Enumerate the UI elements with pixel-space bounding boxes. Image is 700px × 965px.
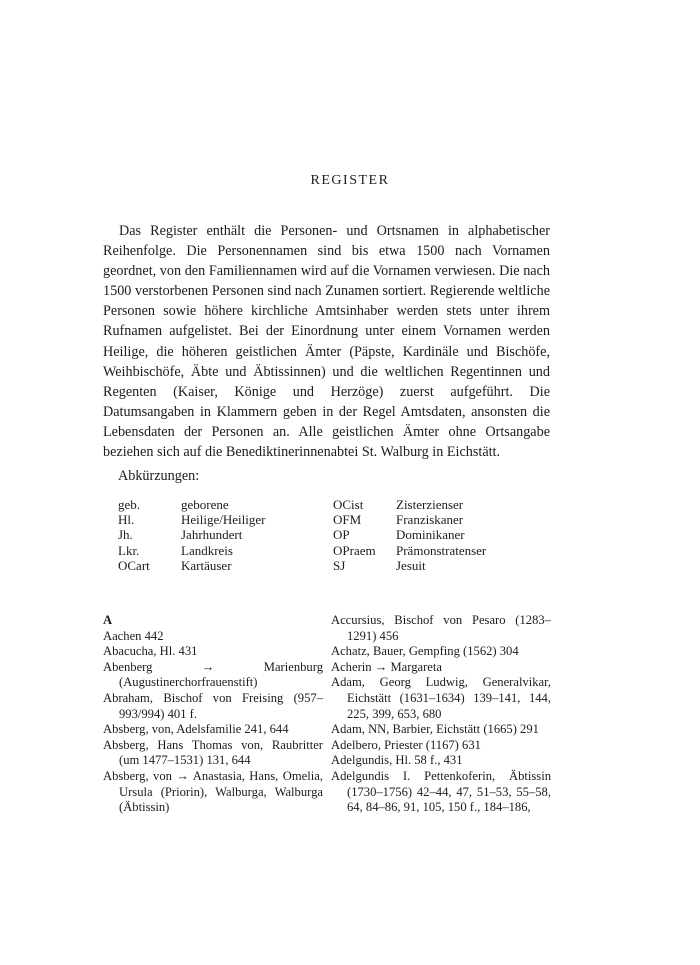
index-entry: Absberg, von, Adelsfamilie 241, 644: [103, 722, 289, 737]
index-entry: Accursius, Bischof von Pesaro (1283–1291) 456: [331, 613, 551, 643]
index-entry: Absberg, Hans Thomas von, Raubritter (um 1477–1531) 131, 644: [103, 737, 323, 768]
index-entry: Achatz, Bauer, Gempfing (1562) 304: [331, 644, 519, 659]
abbreviation-row: [118, 527, 518, 542]
abbreviation-meaning: Kartäuser: [181, 557, 232, 573]
abbreviation: OFM: [333, 512, 362, 528]
abbreviation: Hl.: [118, 512, 135, 528]
abbreviation: geb.: [118, 497, 141, 512]
index-entry: Adelgundis, Hl. 58 f., 431: [331, 753, 463, 768]
index-entry: Abenberg → Marienburg (Augustinerchorfrauenstift): [103, 659, 323, 690]
index-entry: Abacucha, Hl. 431: [103, 644, 198, 659]
abbreviation-row: [118, 543, 518, 558]
abbreviation-row: [118, 497, 518, 512]
index-entry: Acherin → Margareta: [331, 659, 442, 674]
abbreviation-meaning: geborene: [181, 497, 229, 512]
index-entry: Adelgundis I. Pettenkoferin, Äbtissin (1730–1756) 42–44, 47, 51–53, 55–58, 64, 84–86, 91, 105, 150 f., 184–186,: [331, 768, 551, 815]
abbreviation: OP: [333, 527, 350, 543]
abbreviations-heading: Abkürzungen:: [118, 468, 200, 484]
index-entry: Adelbero, Priester (1167) 631: [331, 737, 481, 752]
page-title: REGISTER: [310, 173, 390, 188]
index-entry: Abraham, Bischof von Freising (957–993/994) 401 f.: [103, 690, 323, 721]
abbreviation: OPraem: [333, 542, 376, 558]
abbreviation-meaning: Franziskaner: [396, 512, 464, 528]
abbreviation: Lkr.: [118, 542, 140, 558]
index-entry: Absberg, von → Anastasia, Hans, Omelia, Ursula (Priorin), Walburga, Walburga (Äbtissin): [103, 768, 323, 815]
intro-paragraph: Das Register enthält die Personen- und Ortsnamen in alphabetischer Reihenfolge. Die Personennamen sind bis etwa 1500 nach Vornamen geordnet, von den Familiennamen wird auf die Vornamen verwiesen. Die nach 1500 verstorbenen Personen sind nach Zunamen sortiert. Regierende weltliche Personen sowie höhere kirchliche Amtsinhaber werden stets unter ihrem Rufnamen aufgelistet. Bei der Einordnung unter einem Vornamen werden Heilige, die höheren geistlichen Ämter (Päpste, Kardinäle und Bischöfe, Weihbischöfe, Äbte und Äbtissinnen) und die weltlichen Regentinnen und Regenten (Kaiser, Könige und Herzöge) zuerst aufgeführt. Die Datumsangaben in Klammern geben in der Regel Amtsdaten, ansonsten die Lebensdaten der Personen an. Alle geistlichen Ämter ohne Ortsangabe beziehen sich auf die Benediktinerinnenabtei St. Walburg in Eichstätt.: [103, 223, 550, 461]
abbreviation-meaning: Dominikaner: [396, 527, 465, 543]
index-entry: Adam, Georg Ludwig, Generalvikar, Eichstätt (1631–1634) 139–141, 144, 225, 399, 653, 680: [331, 675, 551, 721]
index-column-left: [103, 613, 323, 816]
abbreviation: OCist: [333, 497, 364, 512]
index-entry: Aachen 442: [103, 628, 164, 643]
abbreviation-meaning: Jesuit: [396, 557, 426, 573]
abbreviation: SJ: [333, 557, 346, 573]
abbreviations-table: [118, 497, 518, 573]
index-entry: Adam, NN, Barbier, Eichstätt (1665) 291: [331, 722, 539, 737]
abbreviation-meaning: Prämonstratenser: [396, 542, 487, 558]
index-column-right: [331, 613, 551, 816]
abbreviation-row: [118, 558, 518, 573]
abbreviation: OCart: [118, 557, 150, 573]
abbreviation-meaning: Zisterzienser: [396, 497, 464, 512]
abbreviation-row: [118, 512, 518, 527]
abbreviation-meaning: Heilige/Heiliger: [181, 512, 266, 528]
index-section-letter: A: [103, 613, 113, 627]
abbreviation: Jh.: [118, 527, 133, 543]
abbreviation-meaning: Landkreis: [181, 542, 233, 558]
abbreviation-meaning: Jahrhundert: [181, 527, 243, 543]
